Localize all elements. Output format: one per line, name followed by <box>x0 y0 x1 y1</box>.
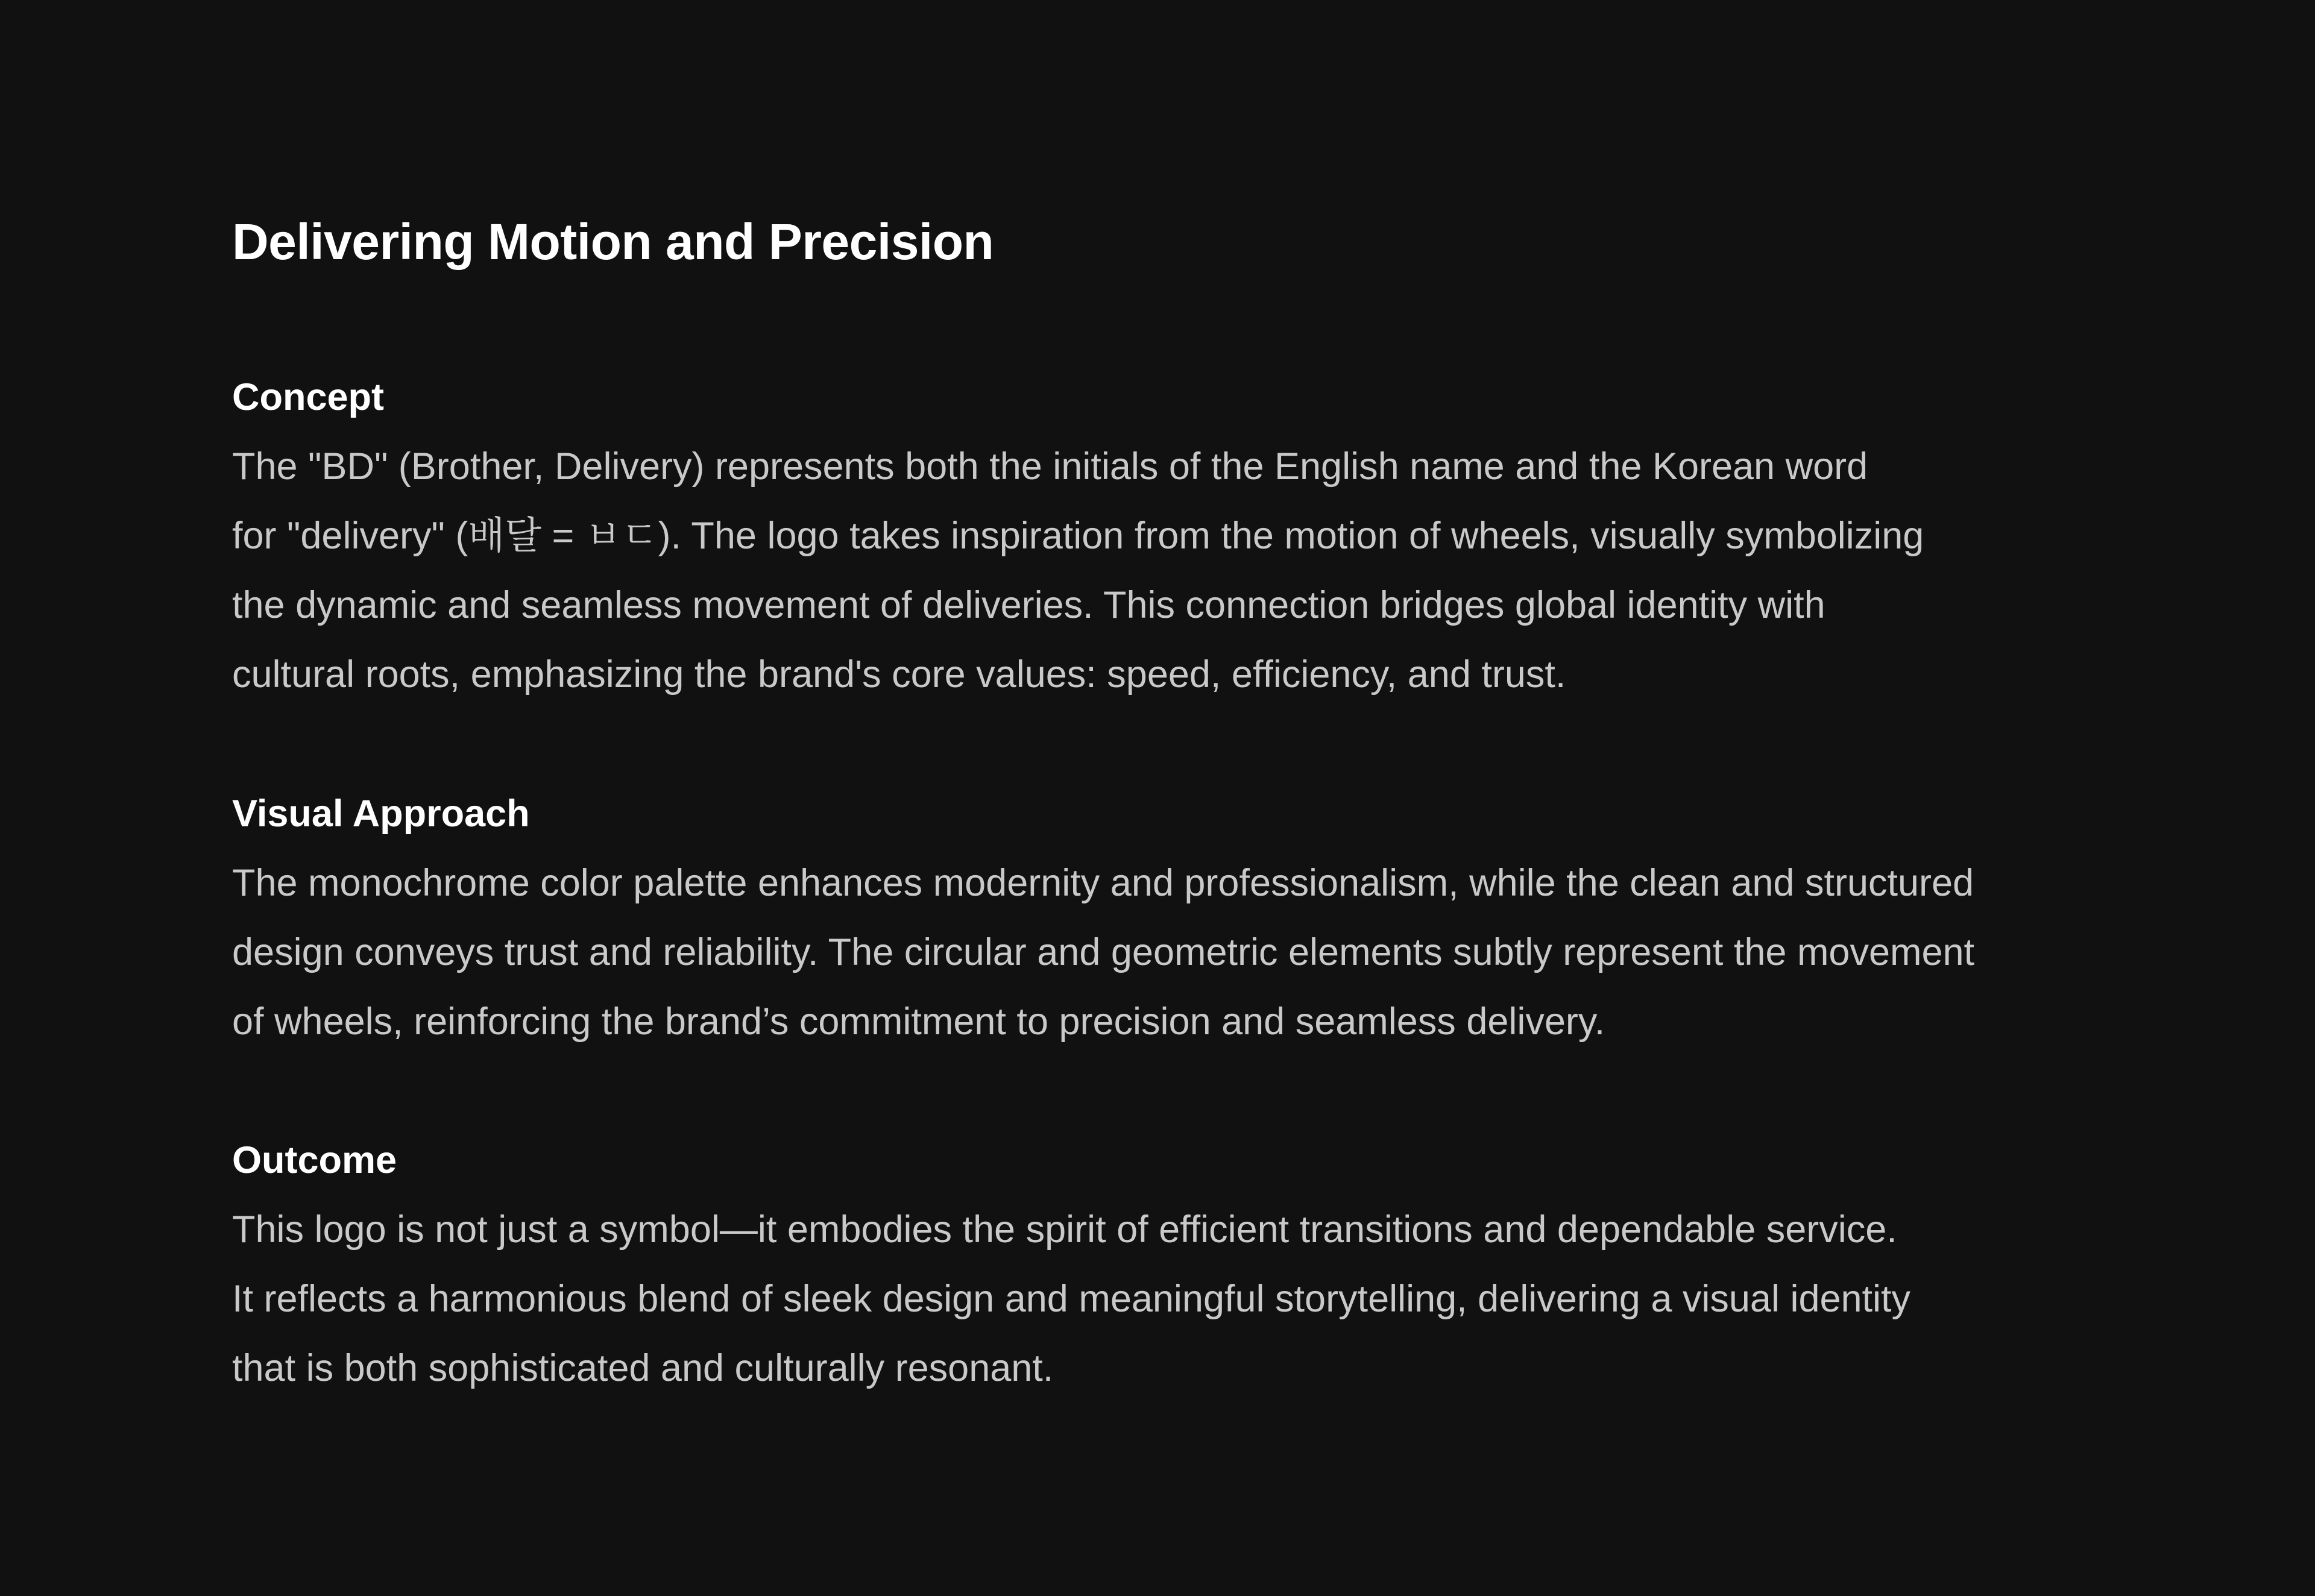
concept-line-2: for "delivery" (배달 = ㅂㄷ). The logo takes inspiration from the motion of wheels, visually symbolizing <box>232 515 1924 557</box>
section-heading-visual-approach: Visual Approach <box>232 793 530 835</box>
section-heading-outcome: Outcome <box>232 1139 397 1181</box>
section-visual-approach <box>232 779 2101 1057</box>
concept-line-4: cultural roots, emphasizing the brand's core values: speed, efficiency, and trust. <box>232 653 1566 696</box>
outcome-line-1: This logo is not just a symbol—it embodies the spirit of efficient transitions and dependable service. <box>232 1208 1897 1251</box>
outcome-line-3: that is both sophisticated and culturally resonant. <box>232 1347 1054 1389</box>
section-outcome <box>232 1126 2101 1403</box>
content-column <box>232 205 2101 1389</box>
concept-line-3: the dynamic and seamless movement of deliveries. This connection bridges global identity with <box>232 584 1825 626</box>
visual-approach-line-1: The monochrome color palette enhances modernity and professionalism, while the clean and structured <box>232 862 1974 904</box>
concept-line-1: The "BD" (Brother, Delivery) represents both the initials of the English name and the Korean word <box>232 445 1868 488</box>
outcome-line-2: It reflects a harmonious blend of sleek design and meaningful storytelling, delivering a visual identity <box>232 1278 1911 1320</box>
visual-approach-line-3: of wheels, reinforcing the brand’s commitment to precision and seamless delivery. <box>232 1001 1605 1043</box>
section-heading-concept: Concept <box>232 376 384 418</box>
section-concept <box>232 363 2101 709</box>
visual-approach-line-2: design conveys trust and reliability. The circular and geometric elements subtly represent the movement <box>232 931 1975 973</box>
page-title: Delivering Motion and Precision <box>232 213 994 270</box>
